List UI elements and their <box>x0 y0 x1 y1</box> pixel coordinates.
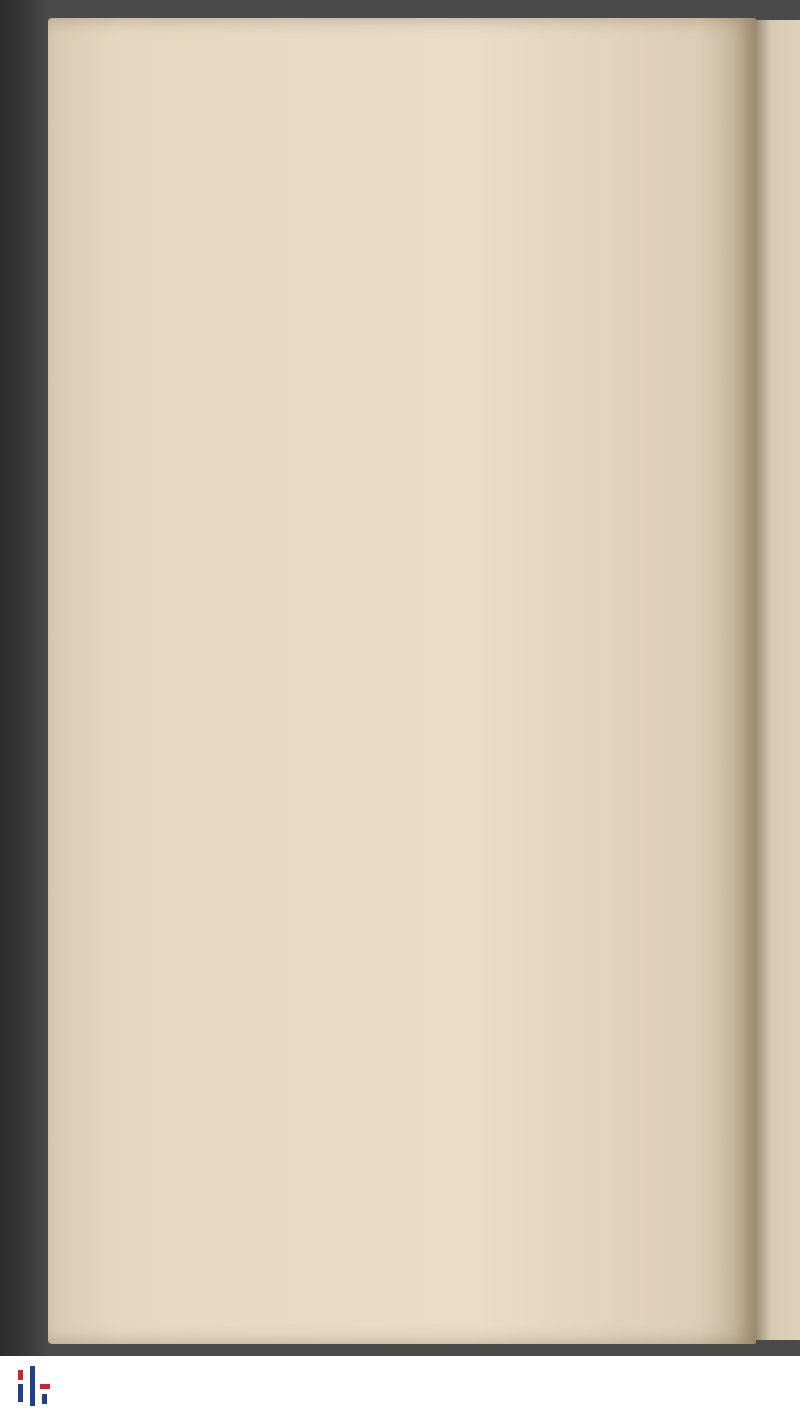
viewer-footer <box>0 1356 800 1414</box>
book-page <box>48 18 756 1344</box>
page-text <box>168 71 796 214</box>
library-logo-icon <box>14 1364 54 1408</box>
next-page-edge <box>756 20 800 1340</box>
